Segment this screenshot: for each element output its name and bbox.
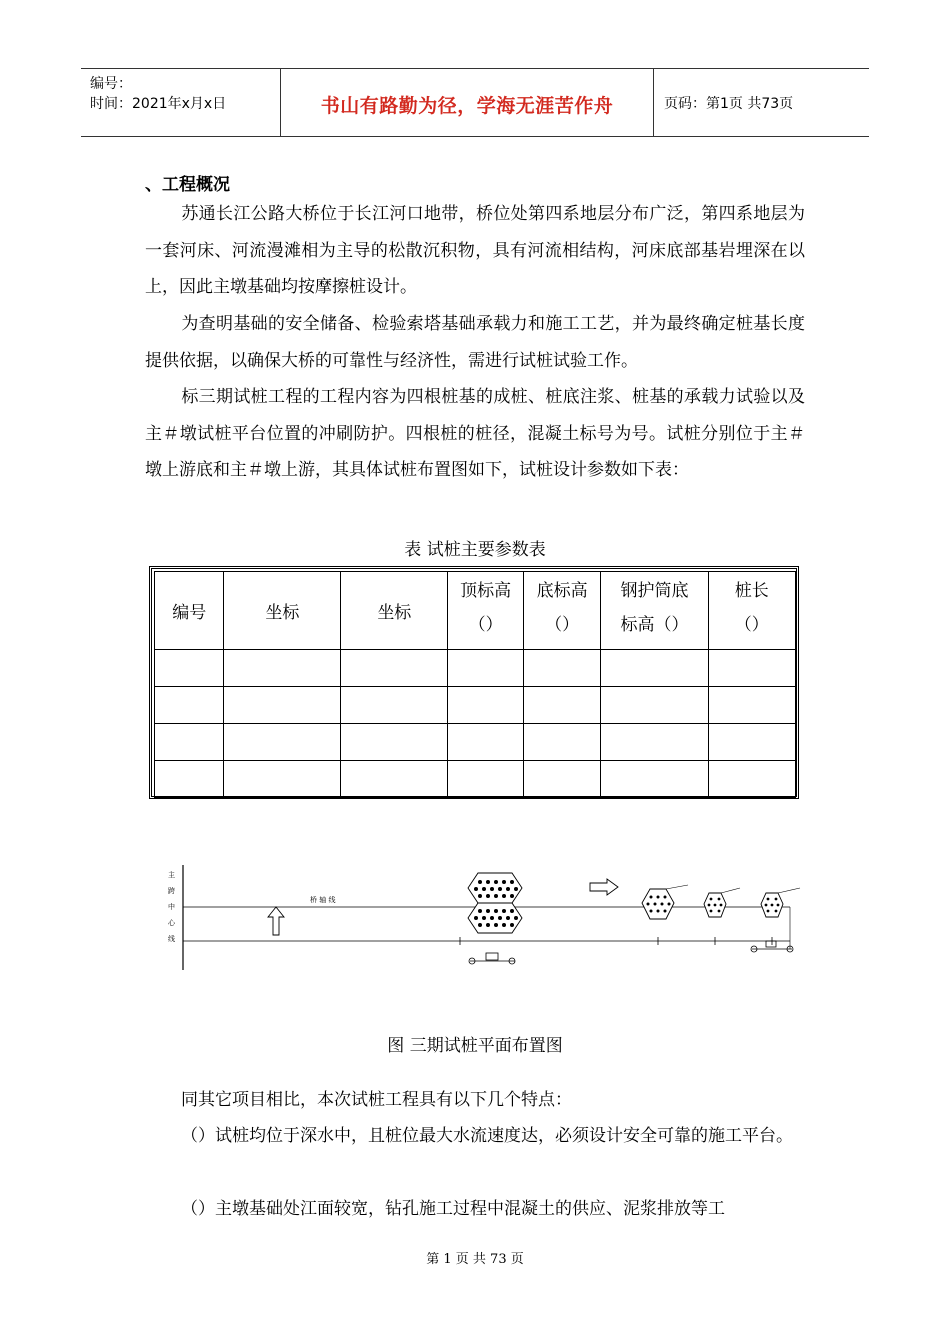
table-cell	[708, 650, 795, 687]
paragraph-3-text: 标三期试桩工程的工程内容为四根桩基的成桩、桩底注浆、桩基的承载力试验以及主＃墩试桩平台位置的冲刷防护。四根桩的桩径，混凝土标号为号。试桩分别位于主＃墩上游底和主＃墩上游，其具体试桩布置图如下，试桩设计参数如下表：	[145, 387, 805, 480]
centerline-char: 心	[168, 919, 175, 927]
header-cell-casing-elevation	[601, 572, 708, 650]
table-cell	[448, 650, 524, 687]
table-header-row	[155, 572, 796, 650]
paragraph-1-text: 苏通长江公路大桥位于长江河口地带，桥位处第四系地层分布广泛，第四系地层为一套河床、河流漫滩相为主导的松散沉积物，具有河流相结构，河床底部基岩埋深在以上，因此主墩基础均按摩擦桩设计。	[145, 204, 805, 297]
table-cell	[523, 761, 601, 798]
table-cell	[708, 724, 795, 761]
header-center-cell	[281, 69, 654, 136]
header-line: （）	[468, 615, 503, 635]
features-intro-text: 同其它项目相比，本次试桩工程具有以下几个特点：	[181, 1090, 572, 1110]
header-right-cell	[654, 69, 869, 136]
date-line: 时间：2021年x月x日	[90, 96, 227, 112]
features-intro	[145, 1082, 805, 1119]
table-cell	[341, 724, 448, 761]
table-cell	[341, 650, 448, 687]
header-cell-coord-y: 坐标	[341, 572, 448, 650]
table-cell	[448, 724, 524, 761]
test-pile-platform-3	[761, 893, 783, 917]
main-pier-marker-icon	[469, 953, 515, 964]
feature-item-2	[145, 1191, 805, 1228]
table-cell	[224, 724, 341, 761]
header-line: 钢护筒底	[620, 581, 689, 601]
pile-layout-diagram	[160, 855, 810, 980]
test-pile-platform-1	[642, 889, 674, 919]
table-cell	[155, 687, 224, 724]
table-row	[155, 724, 796, 761]
paragraph-2-text: 为查明基础的安全储备、检验索塔基础承载力和施工工艺，并为最终确定桩基长度提供依据，以确保大桥的可靠性与经济性，需进行试桩试验工作。	[145, 314, 805, 371]
parameter-table	[154, 571, 796, 798]
header-cell-top-elevation	[448, 572, 524, 650]
doc-number-label: 编号：	[90, 76, 132, 92]
figure-caption: 图 三期试桩平面布置图	[387, 1036, 563, 1056]
header-cell-bottom-elevation	[523, 572, 601, 650]
bridge-axis-label: 桥 轴 线	[310, 896, 336, 904]
page-footer: 第 1 页 共 73 页	[426, 1252, 524, 1267]
header-line: 标高（）	[620, 615, 689, 635]
table-caption: 表 试桩主要参数表	[404, 540, 546, 560]
table-cell	[155, 761, 224, 798]
centerline-char: 主	[168, 871, 175, 879]
header-cell-pile-length	[708, 572, 795, 650]
header-line: 底标高	[536, 581, 588, 601]
table-cell	[448, 761, 524, 798]
centerline-char: 中	[168, 903, 175, 911]
table-row	[155, 761, 796, 798]
table-cell	[601, 724, 708, 761]
page-info: 页码：第1页 共73页	[664, 96, 794, 112]
table-cell	[155, 724, 224, 761]
table-cell	[601, 650, 708, 687]
centerline-char: 跨	[168, 887, 175, 895]
table-cell	[224, 761, 341, 798]
table-cell	[155, 650, 224, 687]
table-cell	[523, 724, 601, 761]
header-line: 桩长	[734, 581, 769, 601]
table-cell	[523, 687, 601, 724]
table-row	[155, 687, 796, 724]
page-header	[81, 68, 869, 137]
table-cell	[448, 687, 524, 724]
table-cell	[708, 761, 795, 798]
table-cell	[601, 761, 708, 798]
table-cell	[341, 687, 448, 724]
feature-item-1	[145, 1118, 805, 1155]
paragraph-2	[145, 306, 805, 379]
table-cell	[341, 761, 448, 798]
header-line: （）	[545, 615, 580, 635]
header-left-cell	[81, 69, 281, 136]
feature-item-2-text: （）主墩基础处江面较宽，钻孔施工过程中混凝土的供应、泥浆排放等工	[181, 1199, 725, 1219]
table-row	[155, 650, 796, 687]
centerline-char: 线	[168, 935, 175, 943]
header-cell-number: 编号	[155, 572, 224, 650]
paragraph-3	[145, 379, 805, 489]
section-title: 、工程概况	[145, 175, 230, 195]
leader-lines	[666, 885, 800, 949]
header-motto: 书山有路勤为径，学海无涯苦作舟	[320, 95, 614, 117]
centerline-label	[168, 870, 176, 943]
table-cell	[523, 650, 601, 687]
table-cell	[708, 687, 795, 724]
header-line: 顶标高	[460, 581, 512, 601]
up-arrow-icon	[268, 907, 284, 935]
feature-item-1-text: （）试桩均位于深水中，且桩位最大水流速度达，必须设计安全可靠的施工平台。	[181, 1126, 793, 1146]
table-cell	[601, 687, 708, 724]
main-pier-pile-group	[468, 873, 522, 933]
table-cell	[224, 650, 341, 687]
table-cell	[224, 687, 341, 724]
test-pile-platform-2	[704, 893, 726, 917]
flow-arrow-icon	[590, 879, 618, 895]
paragraph-1	[145, 196, 805, 306]
header-cell-coord-x: 坐标	[224, 572, 341, 650]
parameter-table-frame	[149, 566, 799, 799]
header-line: （）	[734, 615, 769, 635]
